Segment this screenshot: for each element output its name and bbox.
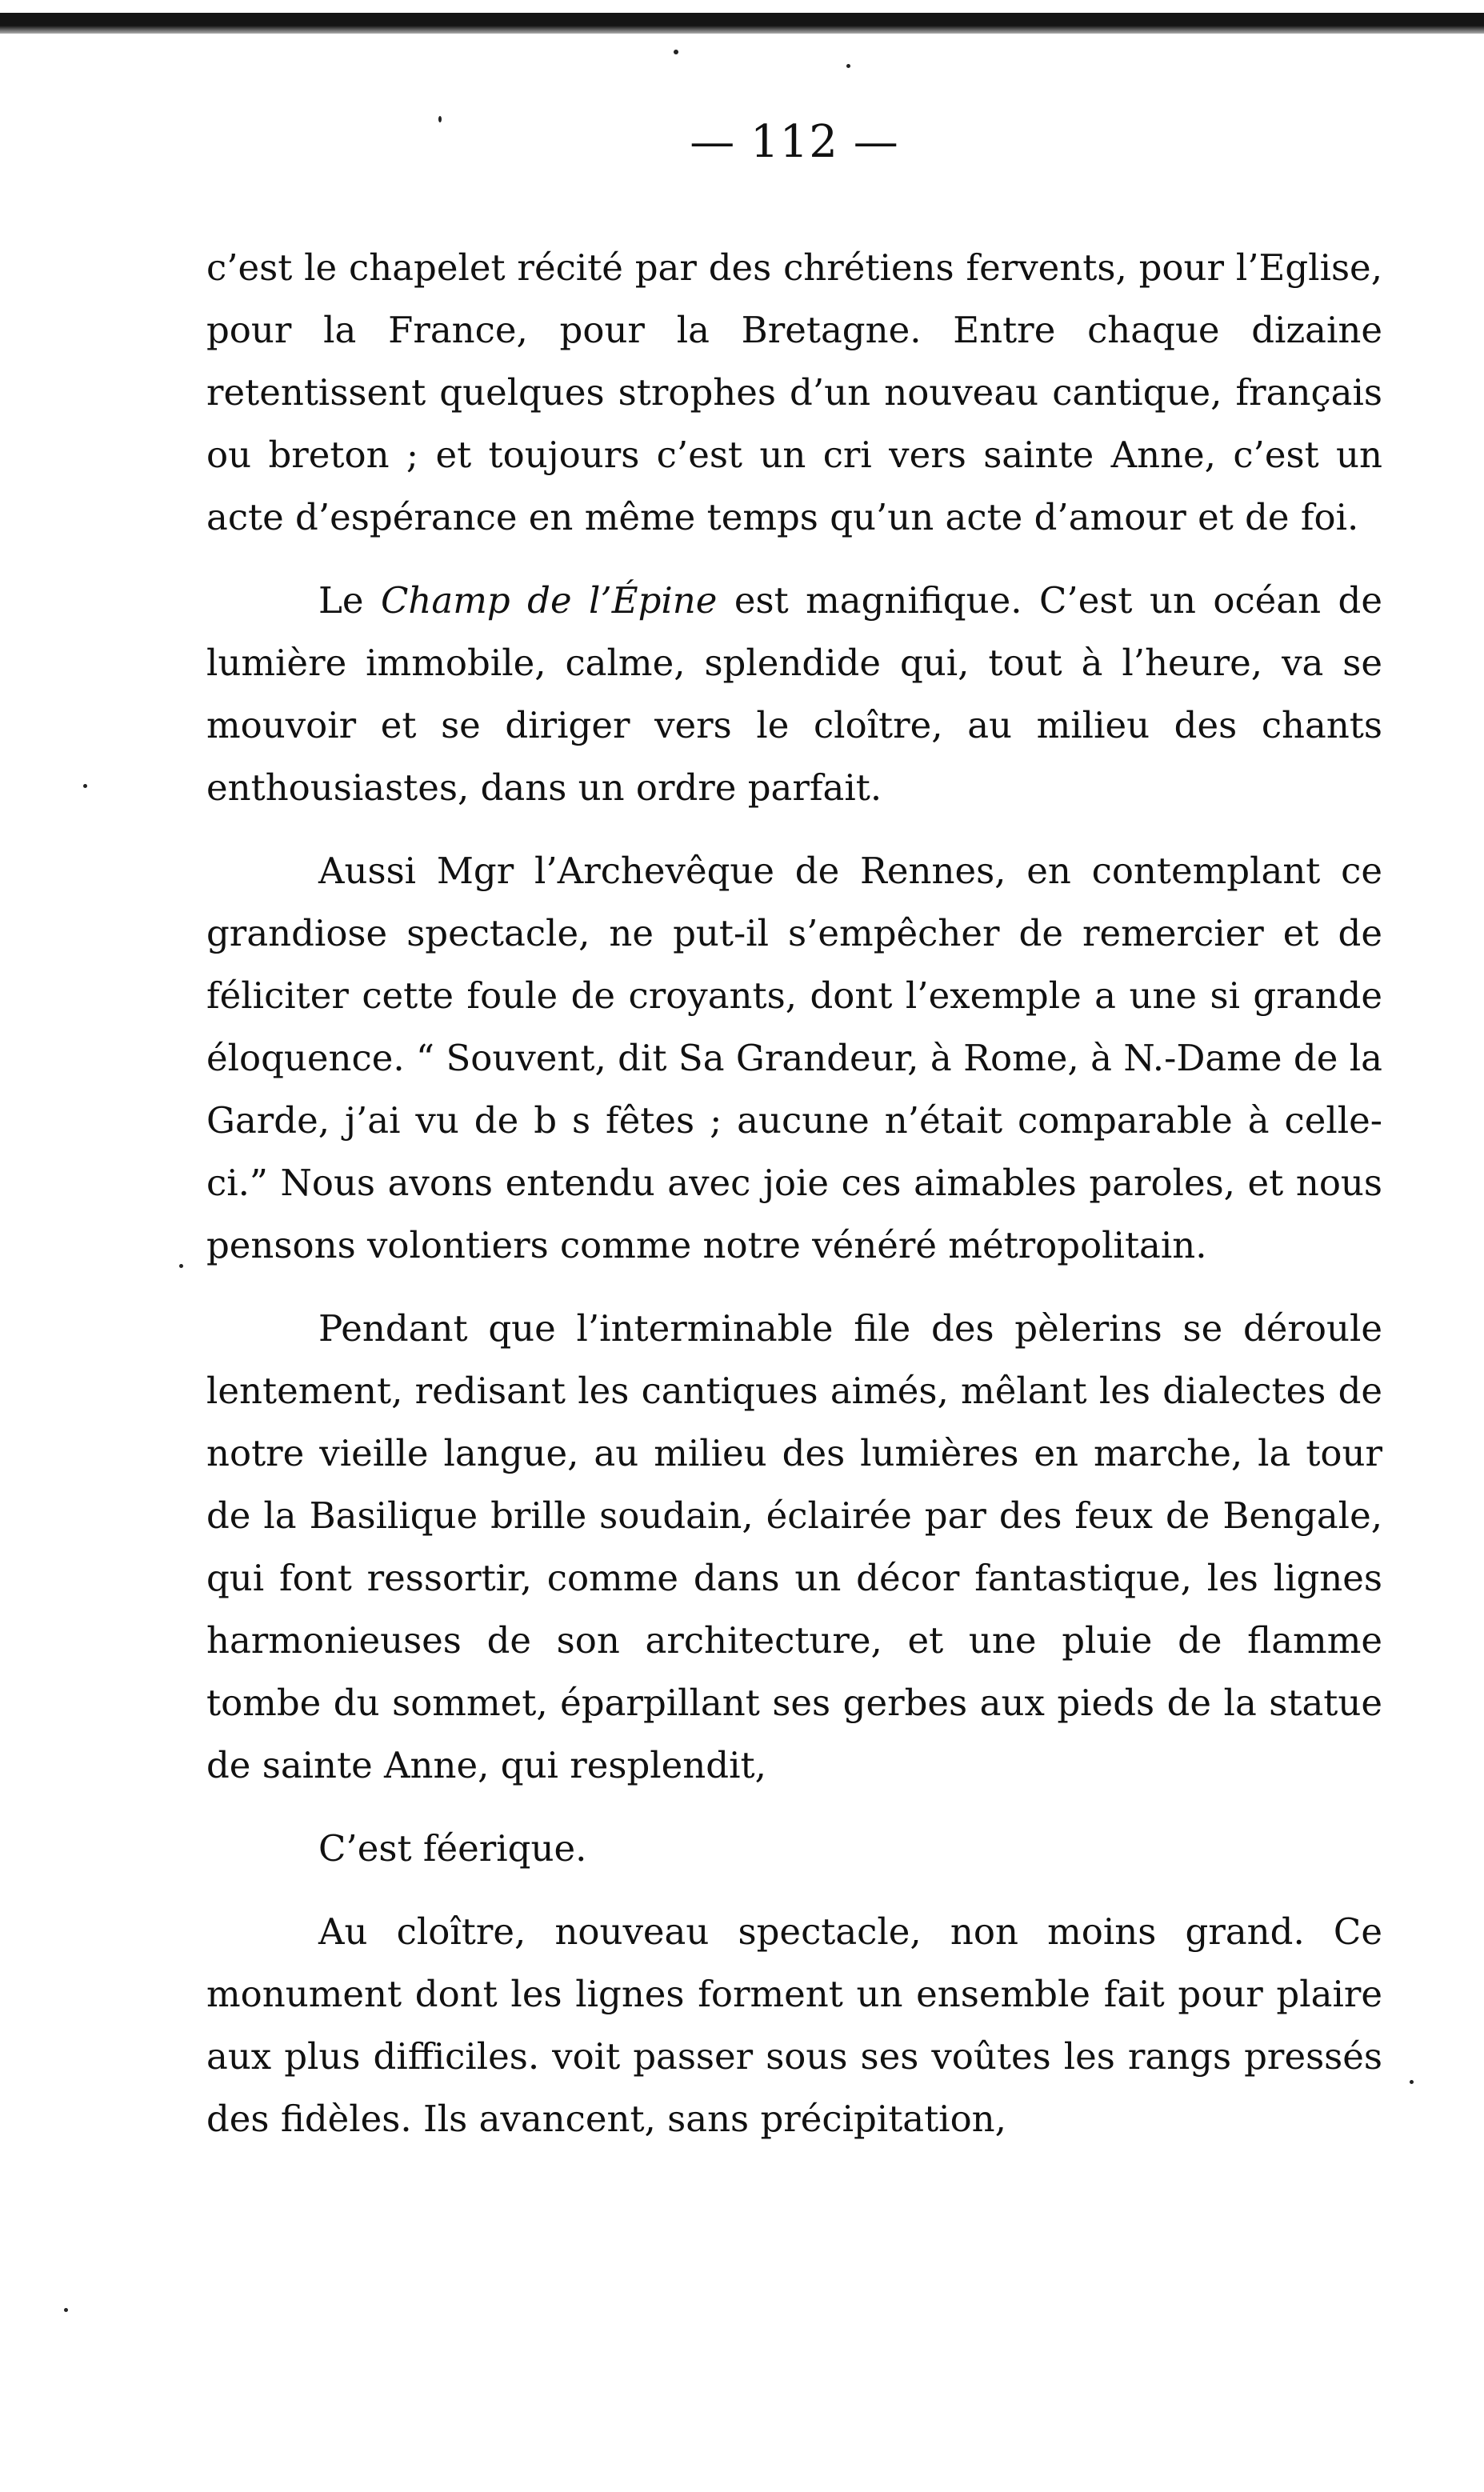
scan-speck xyxy=(64,2308,68,2312)
paragraph: Au cloître, nouveau spectacle, non moins grand. Ce monument dont les lignes forment un ensemble fait pour plaire aux plus difficiles. voit passer sous ses voûtes les rangs pressés des fidèles. Ils avancent, sans précipitation, xyxy=(206,1910,1382,2140)
book-page xyxy=(206,116,1382,2150)
paragraph: c’est le chapelet récité par des chrétiens fervents, pour l’Eglise, pour la France, pour la Bretagne. Entre chaque dizaine retentissent quelques strophes d’un nouveau cantique, français ou breton ; et toujours c’est un cri vers sainte Anne, c’est un acte d’espérance en même temps qu’un acte d’amour et de foi. xyxy=(206,246,1382,538)
scan-speck xyxy=(83,784,87,788)
scan-speck xyxy=(674,50,678,54)
italic-phrase: Champ de l’Épine xyxy=(380,579,718,622)
paragraph: Pendant que l’interminable file des pèlerins se déroule lentement, redisant les cantiques aimés, mêlant les dialectes de notre vieille langue, au milieu des lumières en marche, la tour de la Basilique brille soudain, éclairée par des feux de Bengale, qui font ressortir, comme dans un décor fantastique, les lignes harmonieuses de son architecture, et une pluie de flamme tombe du sommet, éparpillant ses gerbes aux pieds de la statue de sainte Anne, qui resplendit, xyxy=(206,1307,1382,1786)
paragraph: C’est féerique. xyxy=(318,1827,587,1870)
scan-speck xyxy=(846,64,850,68)
scan-top-edge xyxy=(0,13,1484,34)
paragraph xyxy=(206,570,1382,819)
paragraph: Aussi Mgr l’Archevêque de Rennes, en contemplant ce grandiose spectacle, ne put-il s’empêcher de remercier et de féliciter cette foule de croyants, dont l’exemple a une si grande éloquence. “ Souvent, dit Sa Grandeur, à Rome, à N.-Dame de la Garde, j’ai vu de b s fêtes ; aucune n’était comparable à celle-ci.” Nous avons entendu avec joie ces aimables paroles, et nous pensons volontiers comme notre vénéré métropolitain. xyxy=(206,850,1382,1266)
paragraph-text: Le xyxy=(318,579,381,622)
scan-speck xyxy=(1410,2080,1414,2084)
paragraph-text: est magnifique. C’est un océan de lumière immobile, calme, splendide qui, tout à l’heure, va se mouvoir et se diriger vers le cloître, au milieu des chants enthousiastes, dans un ordre parfait. xyxy=(206,579,1382,809)
page-number: — 112 — xyxy=(690,116,899,168)
scan-speck xyxy=(179,1264,183,1268)
